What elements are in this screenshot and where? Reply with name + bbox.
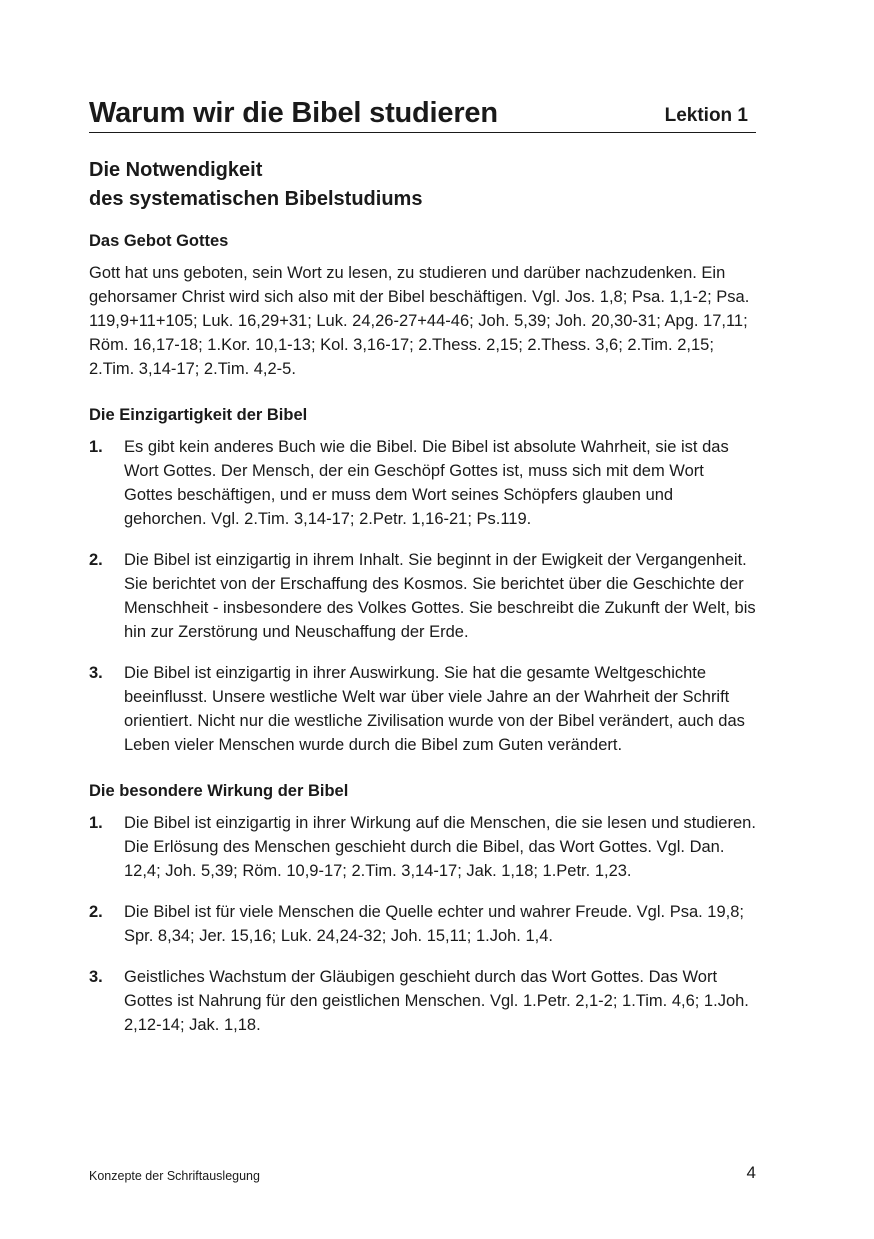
page-header xyxy=(89,94,756,133)
list-item-number: 1. xyxy=(89,814,103,832)
list-item xyxy=(89,965,756,1037)
list-item-number: 3. xyxy=(89,664,103,682)
footer-page-number: 4 xyxy=(746,1163,756,1182)
list-item-text: Geistliches Wachstum der Gläubigen geschieht durch das Wort Gottes. Das Wort Gottes ist Nahrung für den geistlichen Menschen. Vgl. 1.Petr. 2,1-2; 1.Tim. 4,6; 1.Joh. 2,12-14; Jak. 1,18. xyxy=(124,968,749,1034)
section-command xyxy=(89,229,756,381)
section-special-effect xyxy=(89,779,756,1037)
section-heading: Das Gebot Gottes xyxy=(89,232,229,250)
list-item-text: Die Bibel ist einzigartig in ihrem Inhalt. Sie beginnt in der Ewigkeit der Vergangenheit. Sie berichtet von der Erschaffung des Kosmos. Sie berichtet über die Geschichte der Menschheit - insbesondere des Volkes Gottes. Sie beschreibt die Zukunft der Welt, bis hin zur Zerstörung und Neuschaffung der Erde. xyxy=(124,551,756,641)
footer-book-title: Konzepte der Schriftauslegung xyxy=(89,1169,260,1183)
section-heading: Die Einzigartigkeit der Bibel xyxy=(89,406,308,424)
list-item xyxy=(89,811,756,883)
list-item-number: 1. xyxy=(89,438,103,456)
section-uniqueness xyxy=(89,403,756,757)
section-paragraph: Gott hat uns geboten, sein Wort zu lesen, zu studieren und darüber nachzudenken. Ein gehorsamer Christ wird sich also mit der Bibel beschäftigen. Vgl. Jos. 1,8; Psa. 1,1-2; Psa. 119,9+11+105; Luk. 16,29+31; Luk. 24,26-27+44-46; Joh. 5,39; Joh. 20,30-31; Apg. 17,11; Röm. 16,17-18; 1.Kor. 10,1-13; Kol. 3,16-17; 2.Thess. 2,15; 2.Thess. 3,6; 2.Tim. 2,15; 2.Tim. 3,14-17; 2.Tim. 4,2-5. xyxy=(89,264,750,378)
list-item xyxy=(89,548,756,644)
chapter-subtitle xyxy=(89,156,756,214)
list-item-number: 2. xyxy=(89,551,103,569)
document-page xyxy=(89,0,756,1239)
list-item xyxy=(89,900,756,948)
page-title: Warum wir die Bibel studieren xyxy=(89,97,498,129)
list-item xyxy=(89,661,756,757)
list-item-number: 2. xyxy=(89,903,103,921)
list-item-text: Die Bibel ist für viele Menschen die Quelle echter und wahrer Freude. Vgl. Psa. 19,8; Spr. 8,34; Jer. 15,16; Luk. 24,24-32; Joh. 15,11; 1.Joh. 1,4. xyxy=(124,903,744,945)
page-content xyxy=(89,229,756,1037)
list-item-text: Die Bibel ist einzigartig in ihrer Wirkung auf die Menschen, die sie lesen und studieren. Die Erlösung des Menschen geschieht durch die Bibel, das Wort Gottes. Vgl. Dan. 12,4; Joh. 5,39; Röm. 10,9-17; 2.Tim. 3,14-17; Jak. 1,18; 1.Petr. 1,23. xyxy=(124,814,756,880)
list-item-text: Die Bibel ist einzigartig in ihrer Auswirkung. Sie hat die gesamte Weltgeschichte beeinflusst. Unsere westliche Welt war über viele Jahre an der Wahrheit der Schrift orientiert. Nicht nur die westliche Zivilisation wurde von der Bibel verändert, auch das Leben vieler Menschen wurde durch die Bibel zum Guten verändert. xyxy=(124,664,745,754)
lesson-label: Lektion 1 xyxy=(664,105,748,126)
list-item-text: Es gibt kein anderes Buch wie die Bibel. Die Bibel ist absolute Wahrheit, sie ist das Wort Gottes. Der Mensch, der ein Geschöpf Gottes ist, muss sich mit dem Wort Gottes beschäftigen, und er muss dem Wort seines Schöpfers glauben und gehorchen. Vgl. 2.Tim. 3,14-17; 2.Petr. 1,16-21; Ps.119. xyxy=(124,438,729,528)
list-item xyxy=(89,435,756,531)
list-item-number: 3. xyxy=(89,968,103,986)
subtitle-line-1: Die Notwendigkeit xyxy=(89,159,263,181)
subtitle-line-2: des systematischen Bibelstudiums xyxy=(89,188,423,210)
section-heading: Die besondere Wirkung der Bibel xyxy=(89,782,349,800)
